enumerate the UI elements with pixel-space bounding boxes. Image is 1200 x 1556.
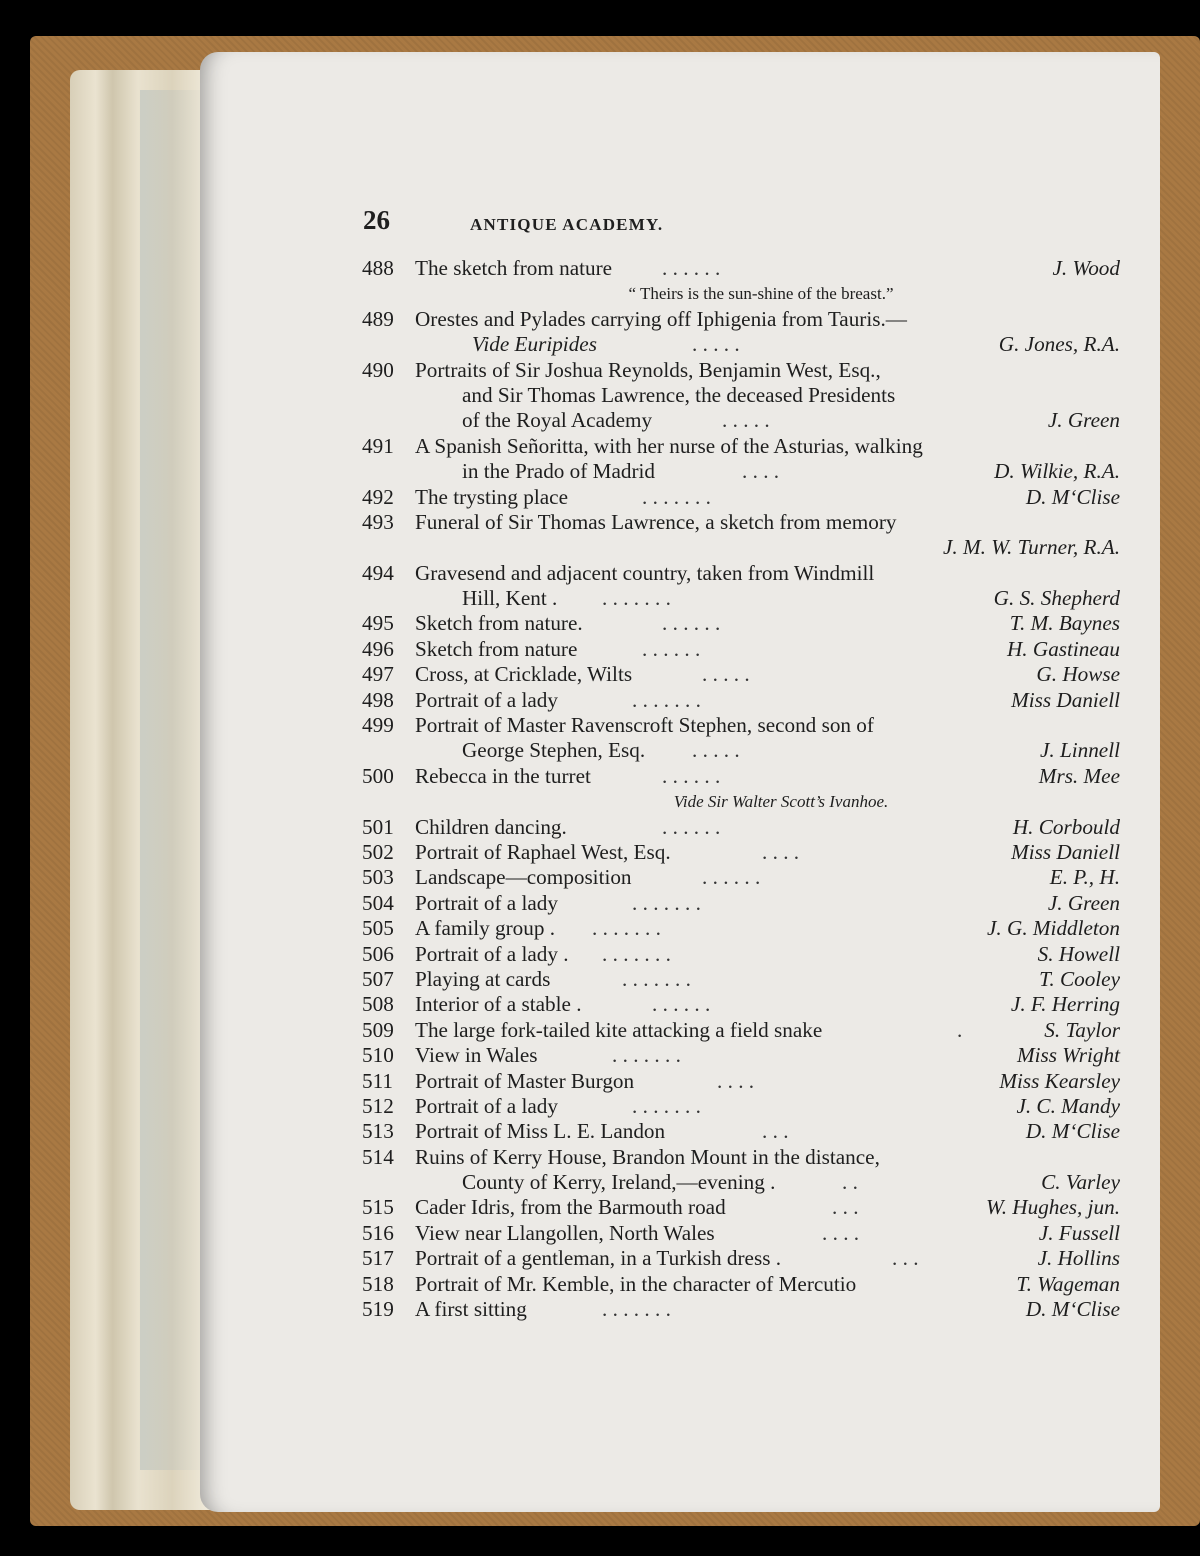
entry-title: A family group .: [415, 916, 556, 941]
catalogue-entry: [362, 611, 1120, 636]
entry-number: 495: [362, 611, 394, 636]
leader-dots: . . . . . .: [662, 256, 721, 280]
entry-artist: J. G. Middleton: [987, 916, 1120, 941]
catalogue-entry: [362, 764, 1120, 789]
entry-number: 512: [362, 1093, 394, 1118]
entry-number: 499: [362, 713, 394, 738]
entry-artist: T. M. Baynes: [1009, 611, 1120, 636]
entry-artist: D. M‘Clise: [1025, 1297, 1120, 1322]
entry-artist: Miss Daniell: [1011, 687, 1120, 712]
entry-title: Children dancing.: [415, 814, 567, 839]
entry-title: Portrait of Miss L. E. Landon: [415, 1119, 666, 1144]
entry-number: 515: [362, 1195, 394, 1220]
entry-artist: J. C. Mandy: [1016, 1093, 1120, 1118]
entry-artist: C. Varley: [1041, 1170, 1120, 1195]
entry-continuation: [362, 1170, 1120, 1195]
entry-artist: J. F. Herring: [1010, 992, 1120, 1017]
entry-artist: Miss Wright: [1016, 1043, 1120, 1068]
entry-title-continued: Hill, Kent .: [462, 586, 558, 611]
entry-artist: J. M. W. Turner, R.A.: [943, 535, 1120, 560]
catalogue-entry: [362, 1043, 1120, 1068]
catalogue-entry: [362, 256, 1120, 281]
entry-title: Ruins of Kerry House, Brandon Mount in the distance,: [415, 1144, 880, 1169]
entry-number: 498: [362, 687, 394, 712]
leader-dots: . . . . . .: [662, 763, 721, 788]
leader-dots: . . . . . . .: [602, 941, 671, 966]
entry-title: Portrait of Master Ravenscroft Stephen, second son of: [415, 713, 874, 738]
entry-title: The large fork-tailed kite attacking a field snake: [415, 1017, 823, 1042]
entry-number: 514: [362, 1144, 394, 1169]
catalogue-entry: [362, 942, 1120, 967]
entry-artist: G. Jones, R.A.: [998, 332, 1120, 357]
entry-title-continued: County of Kerry, Ireland,—evening .: [462, 1170, 776, 1195]
leader-dots: . . . . . .: [642, 636, 701, 661]
leader-dots: . . .: [762, 1119, 789, 1144]
leader-dots: . . .: [892, 1246, 919, 1271]
entry-continuation: [362, 738, 1120, 763]
entry-title: Landscape—composition: [415, 865, 632, 890]
entry-title-continued: in the Prado of Madrid: [462, 459, 656, 484]
entry-number: 501: [362, 814, 394, 839]
catalogue-entry: [362, 1145, 1120, 1170]
entry-number: 505: [362, 916, 394, 941]
entry-title: Portrait of Master Burgon: [415, 1068, 635, 1093]
entry-artist: E. P., H.: [1049, 865, 1120, 890]
leader-dots: . . . . . .: [652, 992, 711, 1017]
entry-artist: W. Hughes, jun.: [986, 1195, 1120, 1220]
leader-dots: . . . . . . .: [642, 484, 711, 509]
entry-title: Cross, at Cricklade, Wilts: [415, 662, 633, 687]
catalogue-entry: [362, 561, 1120, 586]
entry-artist: G. Howse: [1036, 662, 1120, 687]
entry-title: Portrait of a gentleman, in a Turkish dress .: [415, 1246, 782, 1271]
catalogue-entry: [362, 1272, 1120, 1297]
entry-number: 500: [362, 763, 394, 788]
entry-artist: D. M‘Clise: [1025, 484, 1120, 509]
leader-dots: . . . . . .: [662, 611, 721, 636]
catalogue-entry: [362, 434, 1120, 459]
entry-title: Playing at cards: [415, 966, 551, 991]
catalogue-entry: [362, 1094, 1120, 1119]
leader-dots: . .: [842, 1170, 858, 1195]
catalogue-entry: [362, 1246, 1120, 1271]
entry-number: 513: [362, 1119, 394, 1144]
entry-artist: J. Hollins: [1037, 1246, 1120, 1271]
catalogue-list: [362, 256, 1120, 1322]
entry-title: The trysting place: [415, 484, 568, 509]
leader-dots: . . . . . . .: [612, 1043, 681, 1068]
entry-continuation: [362, 459, 1120, 484]
entry-artist: H. Corbould: [1012, 814, 1120, 839]
catalogue-entry: [362, 637, 1120, 662]
entry-title: Orestes and Pylades carrying off Iphigenia from Tauris.—: [415, 306, 907, 331]
leader-dots: . . . . . . .: [622, 966, 691, 991]
entry-number: 516: [362, 1220, 394, 1245]
catalogue-entry: [362, 307, 1120, 332]
entry-number: 517: [362, 1246, 394, 1271]
entry-continuation: [362, 332, 1120, 357]
entry-title: Portrait of a lady: [415, 890, 558, 915]
entry-artist: J. Green: [1047, 408, 1120, 433]
entry-title: A first sitting: [415, 1297, 527, 1322]
catalogue-entry: [362, 1221, 1120, 1246]
entry-number: 492: [362, 484, 394, 509]
entry-title: Portrait of a lady: [415, 1093, 558, 1118]
catalogue-entry: [362, 485, 1120, 510]
entry-artist: J. Fussell: [1038, 1220, 1120, 1245]
entry-number: 490: [362, 357, 394, 382]
entry-number: 503: [362, 865, 394, 890]
leader-dots: . . . .: [742, 459, 780, 484]
entry-title: Portrait of a lady .: [415, 941, 569, 966]
entry-title: Portrait of Raphael West, Esq.: [415, 839, 671, 864]
entry-number: 510: [362, 1043, 394, 1068]
catalogue-entry: [362, 1069, 1120, 1094]
entry-artist: G. S. Shepherd: [993, 586, 1120, 611]
leader-dots: . . . . .: [692, 332, 740, 357]
page-edge-stain: [140, 90, 200, 1470]
entry-number: 509: [362, 1017, 394, 1042]
catalogue-entry: [362, 891, 1120, 916]
catalogue-entry: [362, 815, 1120, 840]
entry-title-continued: George Stephen, Esq.: [462, 738, 646, 763]
leader-dots: . . . . .: [702, 662, 750, 687]
catalogue-entry: [362, 992, 1120, 1017]
catalogue-entry: [362, 713, 1120, 738]
entry-title: Funeral of Sir Thomas Lawrence, a sketch from memory: [415, 509, 897, 534]
entry-reference: Vide Sir Walter Scott’s Ivanhoe.: [673, 792, 889, 812]
entry-number: 506: [362, 941, 394, 966]
entry-artist: D. M‘Clise: [1025, 1119, 1120, 1144]
entry-number: 488: [362, 256, 394, 280]
entry-reference: Vide Euripides: [472, 332, 597, 357]
entry-number: 489: [362, 306, 394, 331]
leader-dots: . . .: [832, 1195, 859, 1220]
entry-continuation: [362, 408, 1120, 433]
catalogue-entry: [362, 1195, 1120, 1220]
entry-quote: “ Theirs is the sun-shine of the breast.”: [628, 284, 894, 304]
leader-dots: . . . . . .: [702, 865, 761, 890]
entry-artist: H. Gastineau: [1007, 636, 1120, 661]
entry-artist: J. Green: [1047, 890, 1120, 915]
catalogue-entry: [362, 358, 1120, 383]
leader-dots: . . . . . . .: [632, 890, 701, 915]
entry-artist: S. Howell: [1037, 941, 1120, 966]
catalogue-entry: [362, 688, 1120, 713]
entry-number: 519: [362, 1297, 394, 1322]
entry-number: 504: [362, 890, 394, 915]
entry-number: 496: [362, 636, 394, 661]
leader-dots: . . . . . . .: [632, 687, 701, 712]
entry-title: A Spanish Señoritta, with her nurse of the Asturias, walking: [415, 433, 923, 458]
entry-number: 511: [362, 1068, 393, 1093]
entry-title: Portraits of Sir Joshua Reynolds, Benjamin West, Esq.,: [415, 357, 881, 382]
catalogue-entry: [362, 1297, 1120, 1322]
entry-title: The sketch from nature: [415, 256, 613, 280]
entry-title-continued: and Sir Thomas Lawrence, the deceased Presidents: [462, 382, 896, 407]
entry-title: Portrait of Mr. Kemble, in the character of Mercutio: [415, 1271, 857, 1296]
entry-artist: S. Taylor: [1044, 1017, 1120, 1042]
catalogue-entry: [362, 510, 1120, 535]
catalogue-entry: [362, 865, 1120, 890]
entry-artist: T. Cooley: [1039, 966, 1120, 991]
entry-title: Portrait of a lady: [415, 687, 558, 712]
entry-title: View near Llangollen, North Wales: [415, 1220, 715, 1245]
entry-number: 502: [362, 839, 394, 864]
entry-title: Gravesend and adjacent country, taken from Windmill: [415, 560, 875, 585]
entry-title-continued: of the Royal Academy: [462, 408, 653, 433]
entry-artist: J. Wood: [1052, 256, 1120, 280]
leader-dots: . . . .: [717, 1068, 755, 1093]
leader-dots: .: [957, 1017, 963, 1042]
entry-artist: Mrs. Mee: [1038, 763, 1120, 788]
page-number: 26: [363, 205, 390, 235]
entry-artist: Miss Daniell: [1011, 839, 1120, 864]
leader-dots: . . . .: [822, 1220, 860, 1245]
leader-dots: . . . . . . .: [602, 1297, 671, 1322]
entry-continuation: [362, 586, 1120, 611]
catalogue-entry: [362, 967, 1120, 992]
leader-dots: . . . . . .: [662, 814, 721, 839]
entry-number: 493: [362, 509, 394, 534]
entry-number: 491: [362, 433, 394, 458]
entry-title: Sketch from nature.: [415, 611, 583, 636]
entry-title: View in Wales: [415, 1043, 538, 1068]
leader-dots: . . . .: [762, 839, 800, 864]
entry-artist: J. Linnell: [1039, 738, 1120, 763]
entry-number: 494: [362, 560, 394, 585]
page-header: [363, 205, 1118, 243]
entry-artist: Miss Kearsley: [999, 1068, 1120, 1093]
entry-artist: T. Wageman: [1016, 1271, 1120, 1296]
catalogue-entry: [362, 1018, 1120, 1043]
leader-dots: . . . . .: [722, 408, 770, 433]
running-head: ANTIQUE ACADEMY.: [470, 215, 664, 234]
catalogue-entry: [362, 840, 1120, 865]
entry-title: Rebecca in the turret: [415, 763, 591, 788]
leader-dots: . . . . . . .: [602, 586, 671, 611]
catalogue-entry: [362, 662, 1120, 687]
leader-dots: . . . . . . .: [632, 1093, 701, 1118]
catalogue-entry: [362, 916, 1120, 941]
entry-continuation: [362, 383, 1120, 408]
entry-title: Sketch from nature: [415, 636, 578, 661]
entry-number: 497: [362, 662, 394, 687]
entry-title: Cader Idris, from the Barmouth road: [415, 1195, 726, 1220]
entry-number: 508: [362, 992, 394, 1017]
leader-dots: . . . . . . .: [592, 916, 661, 941]
catalogue-entry: [362, 1119, 1120, 1144]
entry-title: Interior of a stable .: [415, 992, 582, 1017]
entry-artist: D. Wilkie, R.A.: [994, 459, 1120, 484]
entry-number: 507: [362, 966, 394, 991]
entry-number: 518: [362, 1271, 394, 1296]
leader-dots: . . . . .: [692, 738, 740, 763]
entry-continuation: [362, 535, 1120, 560]
